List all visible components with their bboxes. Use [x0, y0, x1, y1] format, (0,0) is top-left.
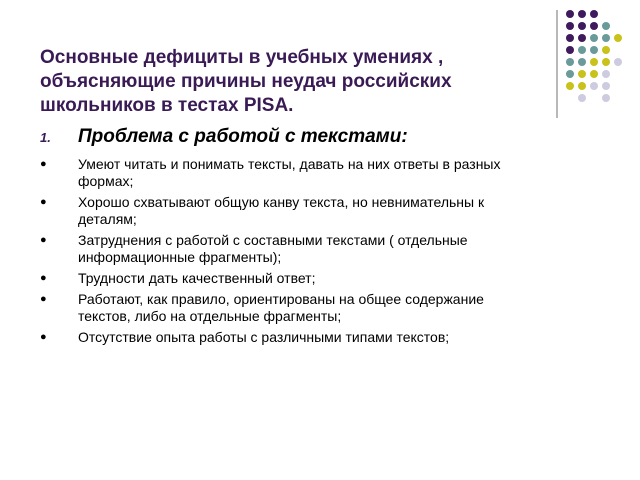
- decor-dot: [566, 46, 574, 54]
- list-item-text: [78, 329, 570, 346]
- decor-dot: [566, 58, 574, 66]
- bullet-icon: ●: [40, 234, 47, 246]
- section-heading: [40, 126, 408, 148]
- vertical-divider: [556, 10, 558, 118]
- decor-dot: [578, 82, 586, 90]
- decor-dot: [578, 34, 586, 42]
- bullet-list: [40, 156, 570, 350]
- decor-dot: [602, 22, 610, 30]
- decor-dot: [590, 22, 598, 30]
- list-item-line: Умеют читать и понимать тексты, давать на них ответы в разных: [78, 156, 501, 172]
- decor-dot: [578, 70, 586, 78]
- decor-dot: [590, 46, 598, 54]
- decor-dot: [590, 34, 598, 42]
- decor-dot: [566, 10, 574, 18]
- decor-dot: [578, 10, 586, 18]
- list-item-line: Затруднения с работой с составными текстами ( отдельные: [78, 232, 468, 248]
- bullet-icon: ●: [40, 272, 47, 284]
- list-item: [40, 291, 570, 325]
- decor-dot: [578, 58, 586, 66]
- decorative-dot-grid: [566, 10, 636, 110]
- bullet-icon: ●: [40, 196, 47, 208]
- list-item: [40, 270, 570, 287]
- list-item-line: информационные фрагменты);: [78, 249, 282, 265]
- list-item-line: деталям;: [78, 211, 137, 227]
- decor-dot: [578, 46, 586, 54]
- decor-dot: [602, 94, 610, 102]
- list-item-text: [78, 291, 570, 325]
- slide-title: [40, 46, 540, 118]
- title-line: объясняющие причины неудач российских: [40, 71, 452, 92]
- decor-dot: [602, 46, 610, 54]
- bullet-icon: ●: [40, 331, 47, 343]
- list-item-line: формах;: [78, 173, 134, 189]
- list-item: [40, 156, 570, 190]
- list-item-line: Отсутствие опыта работы с различными типами текстов;: [78, 329, 450, 345]
- decor-dot: [602, 70, 610, 78]
- list-item: [40, 329, 570, 346]
- list-item-line: Хорошо схватывают общую канву текста, но невнимательны к: [78, 194, 485, 210]
- list-item-line: текстов, либо на отдельные фрагменты;: [78, 308, 342, 324]
- list-item-text: [78, 156, 570, 190]
- decor-dot: [590, 10, 598, 18]
- decor-dot: [590, 82, 598, 90]
- decor-dot: [578, 22, 586, 30]
- list-item-text: [78, 194, 570, 228]
- decor-dot: [614, 34, 622, 42]
- decor-dot: [566, 34, 574, 42]
- decor-dot: [566, 82, 574, 90]
- decor-dot: [590, 70, 598, 78]
- bullet-icon: ●: [40, 293, 47, 305]
- decor-dot: [602, 58, 610, 66]
- list-item-text: [78, 270, 570, 287]
- decor-dot: [566, 70, 574, 78]
- title-line: школьников в тестах PISA.: [40, 95, 294, 116]
- decor-dot: [590, 58, 598, 66]
- list-item-text: [78, 232, 570, 266]
- list-item-line: Трудности дать качественный ответ;: [78, 270, 316, 286]
- list-item: [40, 232, 570, 266]
- bullet-icon: ●: [40, 158, 47, 170]
- decor-dot: [566, 22, 574, 30]
- decor-dot: [602, 82, 610, 90]
- heading-text: Проблема с работой с текстами:: [78, 126, 408, 147]
- decor-dot: [614, 58, 622, 66]
- decor-dot: [578, 94, 586, 102]
- heading-number: 1.: [40, 130, 51, 145]
- list-item-line: Работают, как правило, ориентированы на общее содержание: [78, 291, 484, 307]
- decor-dot: [602, 34, 610, 42]
- list-item: [40, 194, 570, 228]
- title-line: Основные дефициты в учебных умениях ,: [40, 47, 444, 68]
